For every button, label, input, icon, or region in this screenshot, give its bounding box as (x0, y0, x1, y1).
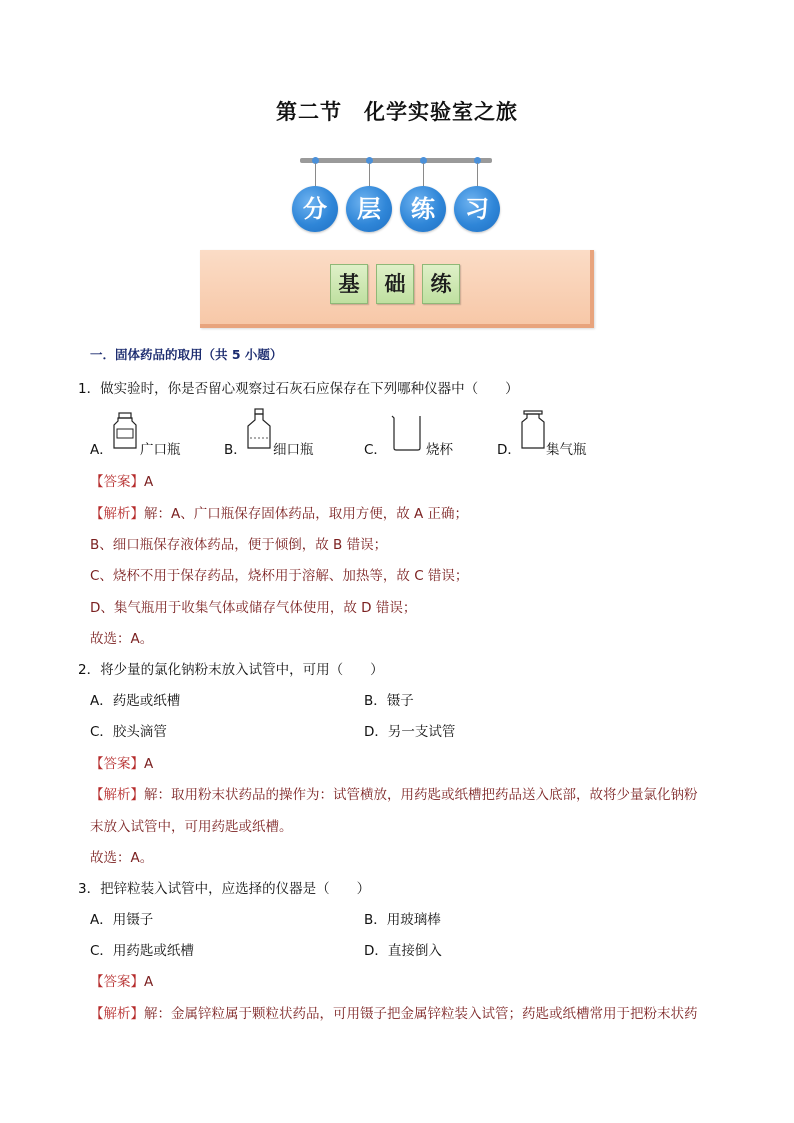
q1-analysis-line: C、烧杯不用于保存药品，烧杯用于溶解、加热等，故 C 错误； (90, 568, 469, 584)
q1-stem: 1．做实验时，你是否留心观察过石灰石应保存在下列哪种仪器中（ ） (78, 381, 519, 397)
analysis-text: 解：取用粉末状药品的操作为：试管横放，用药匙或纸槽把药品送入底部，故将少量氯化钠粉 (144, 787, 698, 803)
q3-option-b: B．用玻璃棒 (364, 912, 441, 928)
q1-conclusion: 故选：A。 (90, 631, 154, 647)
narrow-mouth-bottle-icon (246, 408, 272, 450)
banner-string (315, 163, 316, 187)
option-letter: B． (224, 442, 247, 458)
q1-option-c-label: 烧杯 (426, 442, 453, 458)
banner-char: 练 (400, 186, 446, 232)
answer-value: A (144, 756, 154, 772)
answer-value: A (144, 974, 154, 990)
basic-char: 练 (422, 264, 460, 304)
q2-stem: 2．将少量的氯化钠粉末放入试管中，可用（ ） (78, 662, 384, 678)
analysis-tag: 【解析】 (90, 787, 144, 803)
q3-analysis-line (90, 1002, 698, 1022)
q3-option-c: C．用药匙或纸槽 (90, 943, 194, 959)
q3-option-d: D．直接倒入 (364, 943, 442, 959)
section-number: 第二节 (276, 100, 342, 124)
q3-answer (90, 970, 153, 990)
basic-char: 基 (330, 264, 368, 304)
page-title (0, 96, 794, 126)
q3-stem: 3．把锌粒装入试管中，应选择的仪器是（ ） (78, 881, 371, 897)
option-letter: C． (364, 442, 387, 458)
section-heading: 一．固体药品的取用（共 5 小题） (90, 347, 283, 362)
q2-option-d: D．另一支试管 (364, 724, 456, 740)
banner-rod (300, 158, 492, 163)
banner-char: 分 (292, 186, 338, 232)
banner-string (423, 163, 424, 187)
answer-value: A (144, 474, 154, 490)
beaker-icon (389, 414, 425, 452)
basic-practice-box (200, 250, 594, 328)
q2-option-b: B．镊子 (364, 693, 414, 709)
q1-analysis-line: D、集气瓶用于收集气体或储存气体使用，故 D 错误； (90, 600, 417, 616)
q1-option-a-label: 广口瓶 (140, 442, 181, 458)
q1-analysis-line: B、细口瓶保存液体药品，便于倾倒，故 B 错误； (90, 537, 388, 553)
q1-option-d-label: 集气瓶 (546, 442, 587, 458)
answer-tag: 【答案】 (90, 974, 144, 990)
q1-option-d (497, 438, 521, 458)
section-name: 化学实验室之旅 (364, 100, 518, 124)
q3-option-a: A．用镊子 (90, 912, 154, 928)
answer-tag: 【答案】 (90, 474, 144, 490)
q2-analysis-line (90, 783, 698, 803)
option-letter: D． (497, 442, 521, 458)
q1-option-a (90, 438, 113, 458)
banner-string (477, 163, 478, 187)
analysis-text: 解：金属锌粒属于颗粒状药品，可用镊子把金属锌粒装入试管；药匙或纸槽常用于把粉末状药 (144, 1006, 698, 1022)
q1-answer (90, 470, 153, 490)
gas-collecting-bottle-icon (520, 410, 546, 450)
q2-option-c: C．胶头滴管 (90, 724, 167, 740)
q2-answer (90, 752, 153, 772)
analysis-tag: 【解析】 (90, 506, 144, 522)
q2-conclusion: 故选：A。 (90, 850, 154, 866)
q1-option-b-label: 细口瓶 (273, 442, 314, 458)
option-letter: A． (90, 442, 113, 458)
q2-option-a: A．药匙或纸槽 (90, 693, 181, 709)
q1-analysis-line (90, 502, 468, 522)
banner-char: 习 (454, 186, 500, 232)
banner-string (369, 163, 370, 187)
banner-char: 层 (346, 186, 392, 232)
basic-char: 础 (376, 264, 414, 304)
answer-tag: 【答案】 (90, 756, 144, 772)
q2-analysis-line: 末放入试管中，可用药匙或纸槽。 (90, 819, 293, 835)
q1-option-c (364, 438, 387, 458)
wide-mouth-bottle-icon (112, 412, 138, 450)
q1-option-b (224, 438, 247, 458)
analysis-text: 解：A、广口瓶保存固体药品，取用方便，故 A 正确； (144, 506, 469, 522)
analysis-tag: 【解析】 (90, 1006, 144, 1022)
